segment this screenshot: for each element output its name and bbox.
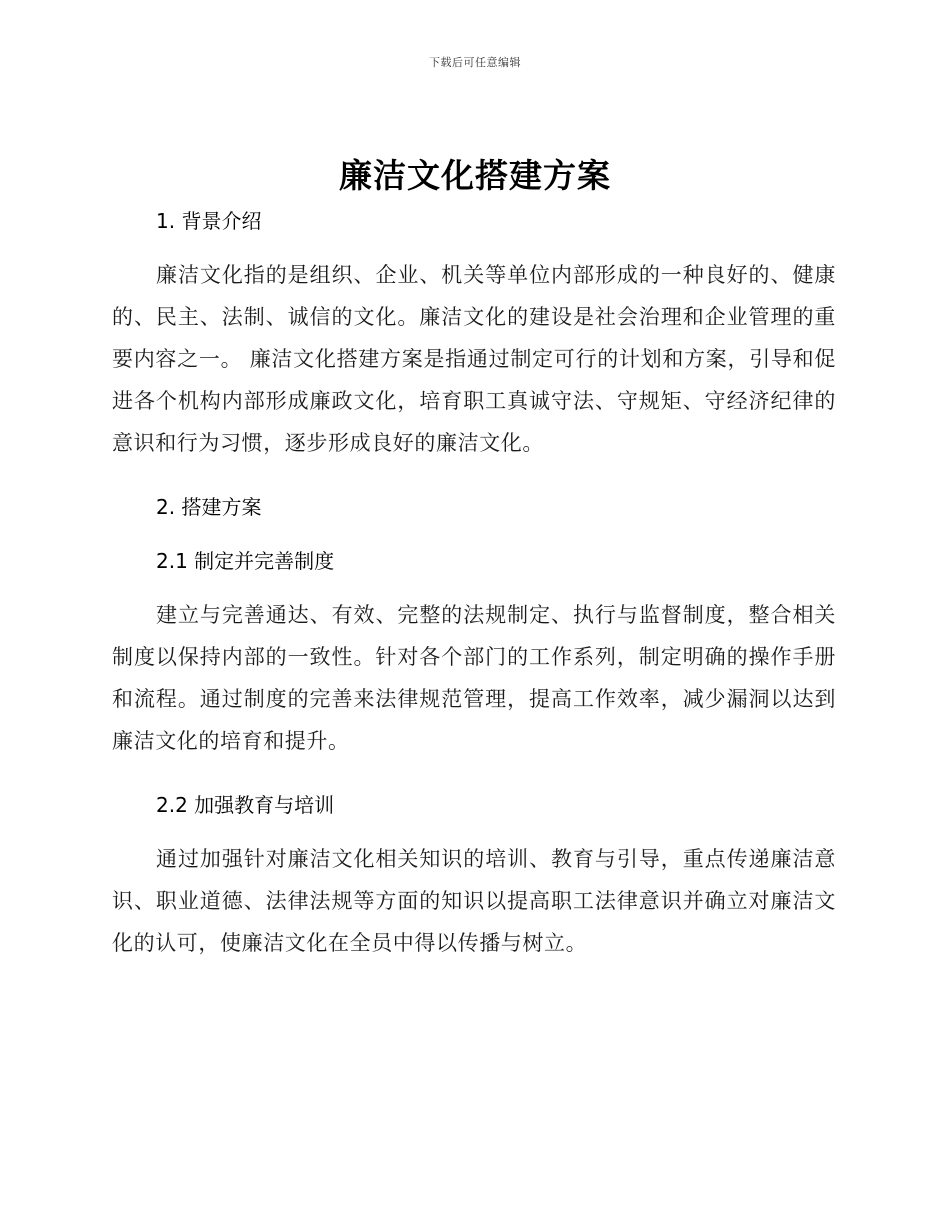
section-heading-plan: 2. 搭建方案 — [156, 495, 262, 519]
document-body — [112, 204, 836, 964]
paragraph-background: 廉洁文化指的是组织、企业、机关等单位内部形成的一种良好的、健康的、民主、法制、诚信的文化。廉洁文化的建设是社会治理和企业管理的重要内容之一。 廉洁文化搭建方案是指通过制定可行的计划和方案，引导和促进各个机构内部形成廉政文化，培育职工真诚守法、守规矩、守经济纪律的意识和行为习惯，逐步形成良好的廉洁文化。 — [112, 263, 836, 455]
paragraph-institutions: 建立与完善通达、有效、完整的法规制定、执行与监督制度，整合相关制度以保持内部的一致性。针对各个部门的工作系列，制定明确的操作手册和流程。通过制度的完善来法律规范管理，提高工作效率，减少漏洞以达到廉洁文化的培育和提升。 — [112, 603, 836, 753]
document-title: 廉洁文化搭建方案 — [339, 156, 611, 195]
paragraph-education: 通过加强针对廉洁文化相关知识的培训、教育与引导，重点传递廉洁意识、职业道德、法律法规等方面的知识以提高职工法律意识并确立对廉洁文化的认可，使廉洁文化在全员中得以传播与树立。 — [112, 847, 836, 955]
section-heading-background: 1. 背景介绍 — [156, 209, 262, 233]
section-heading-institutions: 2.1 制定并完善制度 — [156, 549, 335, 573]
section-heading-education: 2.2 加强教育与培训 — [156, 793, 335, 817]
header-note: 下载后可任意编辑 — [429, 56, 521, 69]
